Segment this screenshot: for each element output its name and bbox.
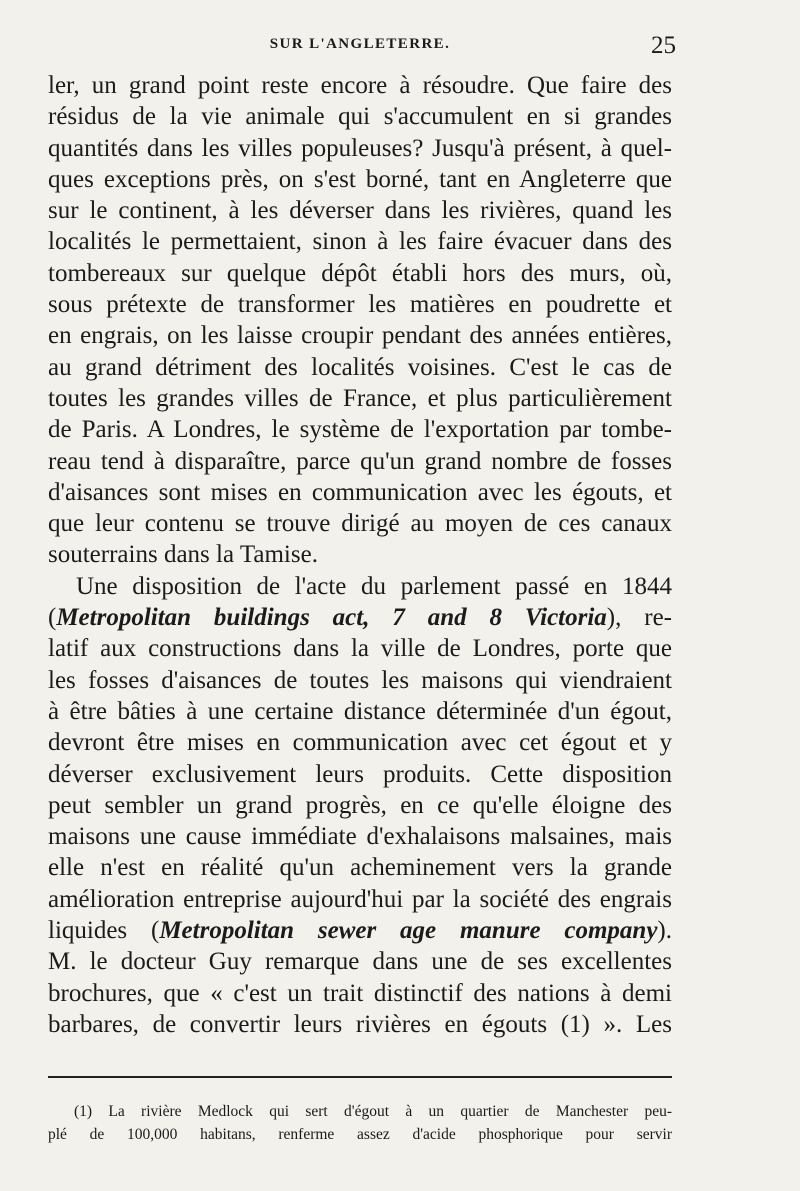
body-text	[48, 70, 672, 1040]
text-line: en engrais, on les laisse croupir pendant des années entières,	[48, 322, 672, 350]
text-line: barbares, de convertir leurs rivières en égouts (1) ». Les	[48, 1010, 672, 1038]
text-line: localités le permettaient, sinon à les faire évacuer dans des	[48, 228, 672, 256]
text-line: souterrains dans la Tamise.	[48, 541, 318, 569]
footnote-rule	[48, 1076, 672, 1078]
footnote	[48, 1100, 672, 1146]
page-header	[48, 32, 676, 60]
company-name: Metropolitan sewer age manure company	[159, 917, 658, 945]
text-fragment: liquides (	[48, 917, 160, 945]
text-fragment: ).	[657, 917, 672, 945]
text-line: tombereaux sur quelque dépôt établi hors des murs, où,	[48, 259, 672, 287]
text-line: de Paris. A Londres, le système de l'exportation par tombe-	[48, 416, 672, 444]
text-line	[48, 602, 672, 633]
page-number: 25	[651, 32, 676, 59]
text-line: quantités dans les villes populeuses? Jusqu'à présent, à quel-	[48, 134, 672, 162]
text-line: reau tend à disparaître, parce qu'un grand nombre de fosses	[48, 447, 672, 475]
paragraph-1	[48, 70, 672, 571]
footnote-line: plé de 100,000 habitans, renferme assez d'acide phosphorique pour servir	[48, 1126, 672, 1143]
text-line: toutes les grandes villes de France, et plus particulièrement	[48, 384, 672, 412]
text-line: devront être mises en communication avec cet égout et y	[48, 729, 672, 757]
paragraph-2	[48, 571, 672, 1040]
text-line: elle n'est en réalité qu'un acheminement vers la grande	[48, 854, 672, 882]
text-line: amélioration entreprise aujourd'hui par la société des engrais	[48, 885, 672, 913]
text-line: au grand détriment des localités voisines. C'est le cas de	[48, 353, 672, 381]
text-fragment: ), re-	[606, 604, 672, 632]
text-line: d'aisances sont mises en communication avec les égouts, et	[48, 478, 672, 506]
text-line: ler, un grand point reste encore à résoudre. Que faire des	[48, 72, 672, 99]
text-line: brochures, que « c'est un trait distinctif des nations à demi	[48, 979, 672, 1007]
text-line: les fosses d'aisances de toutes les maisons qui viendraient	[48, 666, 672, 694]
text-line: résidus de la vie animale qui s'accumulent en si grandes	[48, 103, 672, 131]
text-line: maisons une cause immédiate d'exhalaisons malsaines, mais	[48, 823, 672, 851]
act-title: Metropolitan buildings act, 7 and 8 Victoria	[56, 604, 607, 632]
text-line: à être bâties à une certaine distance déterminée d'un égout,	[48, 697, 672, 725]
footnote-line: (1) La rivière Medlock qui sert d'égout à un quartier de Manchester peu-	[74, 1103, 672, 1120]
text-line: peut sembler un grand progrès, en ce qu'elle éloigne des	[48, 791, 672, 819]
text-line: Une disposition de l'acte du parlement passé en 1844	[76, 572, 672, 600]
text-line: latif aux constructions dans la ville de Londres, porte que	[48, 635, 672, 663]
text-line: déverser exclusivement leurs produits. Cette disposition	[48, 760, 672, 788]
text-line: sous prétexte de transformer les matières en poudrette et	[48, 291, 672, 319]
running-title: SUR L'ANGLETERRE.	[269, 36, 451, 52]
text-line: sur le continent, à les déverser dans les rivières, quand les	[48, 197, 672, 225]
text-line: ques exceptions près, on s'est borné, tant en Angleterre que	[48, 165, 672, 193]
text-line: M. le docteur Guy remarque dans une de ses excellentes	[48, 948, 672, 976]
text-fragment: (	[48, 604, 57, 632]
text-line	[48, 915, 672, 946]
text-line: que leur contenu se trouve dirigé au moyen de ces canaux	[48, 510, 672, 538]
